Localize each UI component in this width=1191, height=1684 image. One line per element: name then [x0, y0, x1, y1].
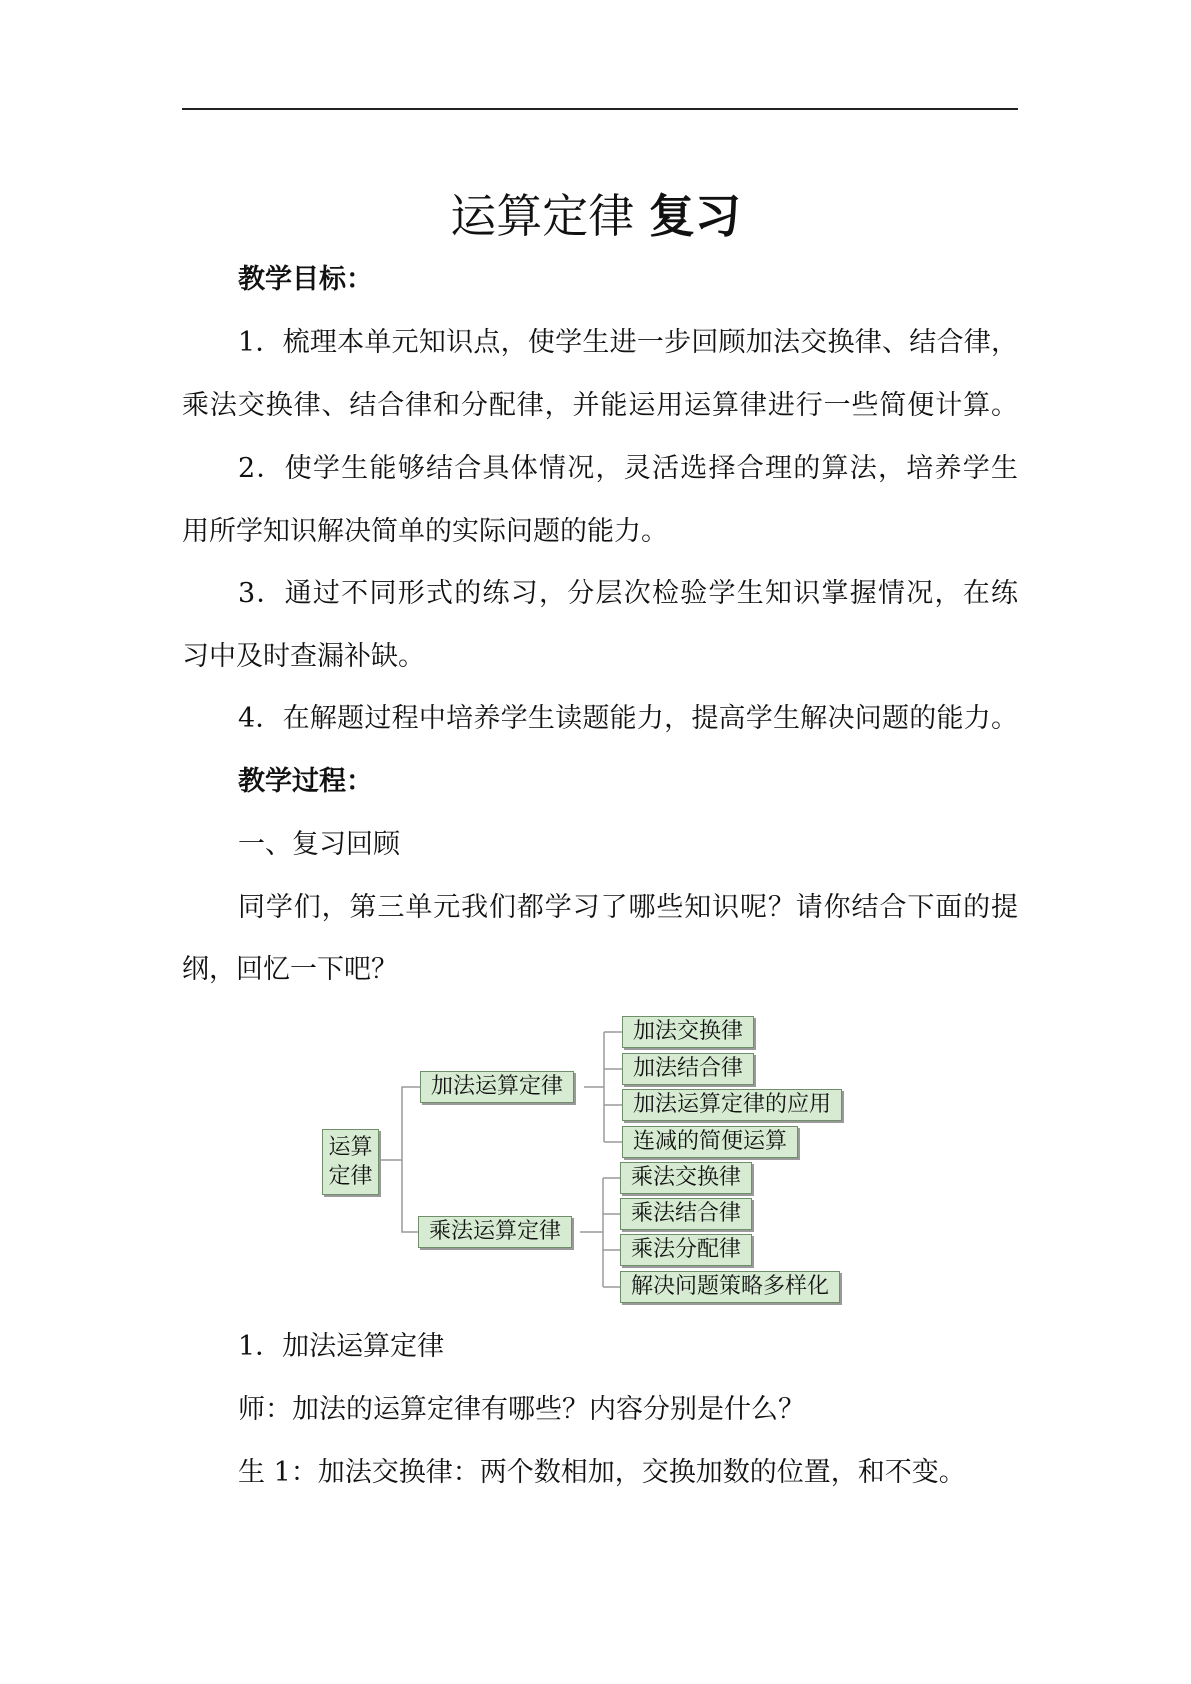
goal-4: 4．在解题过程中培养学生读题能力，提高学生解决问题的能力。	[238, 703, 1018, 734]
mindmap-mul-item-3: 乘法分配律	[620, 1234, 752, 1266]
section-1-heading: 一、复习回顾	[238, 829, 400, 860]
goals-heading: 教学目标：	[238, 264, 373, 295]
mindmap-mul-item-1: 乘法交换律	[620, 1162, 752, 1194]
mindmap-root-line-2: 定律	[328, 1164, 373, 1189]
connector-root-add	[379, 1087, 420, 1160]
mindmap-mul-item-4: 解决问题策略多样化	[620, 1271, 840, 1303]
intro-line-1: 同学们，第三单元我们都学习了哪些知识呢？请你结合下面的提	[238, 892, 1018, 923]
mindmap-add-item-1: 加法交换律	[622, 1016, 754, 1048]
mindmap-mul-item-2: 乘法结合律	[620, 1198, 752, 1230]
intro-line-2: 纲，回忆一下吧？	[182, 954, 398, 985]
header-rule	[182, 108, 1018, 110]
connector-root-mul	[402, 1160, 418, 1232]
title-bold: 复习	[648, 189, 741, 243]
goal-1-line-2: 乘法交换律、结合律和分配律，并能运用运算律进行一些简便计算。	[182, 390, 1018, 421]
goal-3-line-1: 3．通过不同形式的练习，分层次检验学生知识掌握情况，在练	[238, 578, 1018, 609]
mindmap-root-line-1: 运算	[328, 1135, 373, 1160]
mindmap-add-item-4: 连减的简便运算	[622, 1126, 798, 1158]
mindmap-add-item-3: 加法运算定律的应用	[622, 1089, 842, 1121]
title-normal: 运算定律	[450, 189, 635, 243]
page-title	[0, 188, 1191, 244]
student-1-answer: 生 1：加法交换律：两个数相加，交换加数的位置，和不变。	[238, 1457, 966, 1488]
mindmap-branch-mul: 乘法运算定律	[418, 1216, 572, 1248]
mindmap-branch-add: 加法运算定律	[420, 1071, 574, 1103]
mindmap-add-item-2: 加法结合律	[622, 1053, 754, 1085]
goal-2-line-2: 用所学知识解决简单的实际问题的能力。	[182, 516, 668, 547]
goal-2-line-1: 2．使学生能够结合具体情况，灵活选择合理的算法，培养学生	[238, 453, 1018, 484]
goal-3-line-2: 习中及时查漏补缺。	[182, 641, 425, 672]
teacher-question: 师：加法的运算定律有哪些？内容分别是什么？	[238, 1394, 805, 1425]
process-heading: 教学过程：	[238, 766, 373, 797]
goal-1-line-1: 1．梳理本单元知识点，使学生进一步回顾加法交换律、结合律，	[238, 327, 1018, 358]
mindmap-root	[322, 1129, 379, 1195]
subsection-1: 1．加法运算定律	[238, 1331, 445, 1362]
